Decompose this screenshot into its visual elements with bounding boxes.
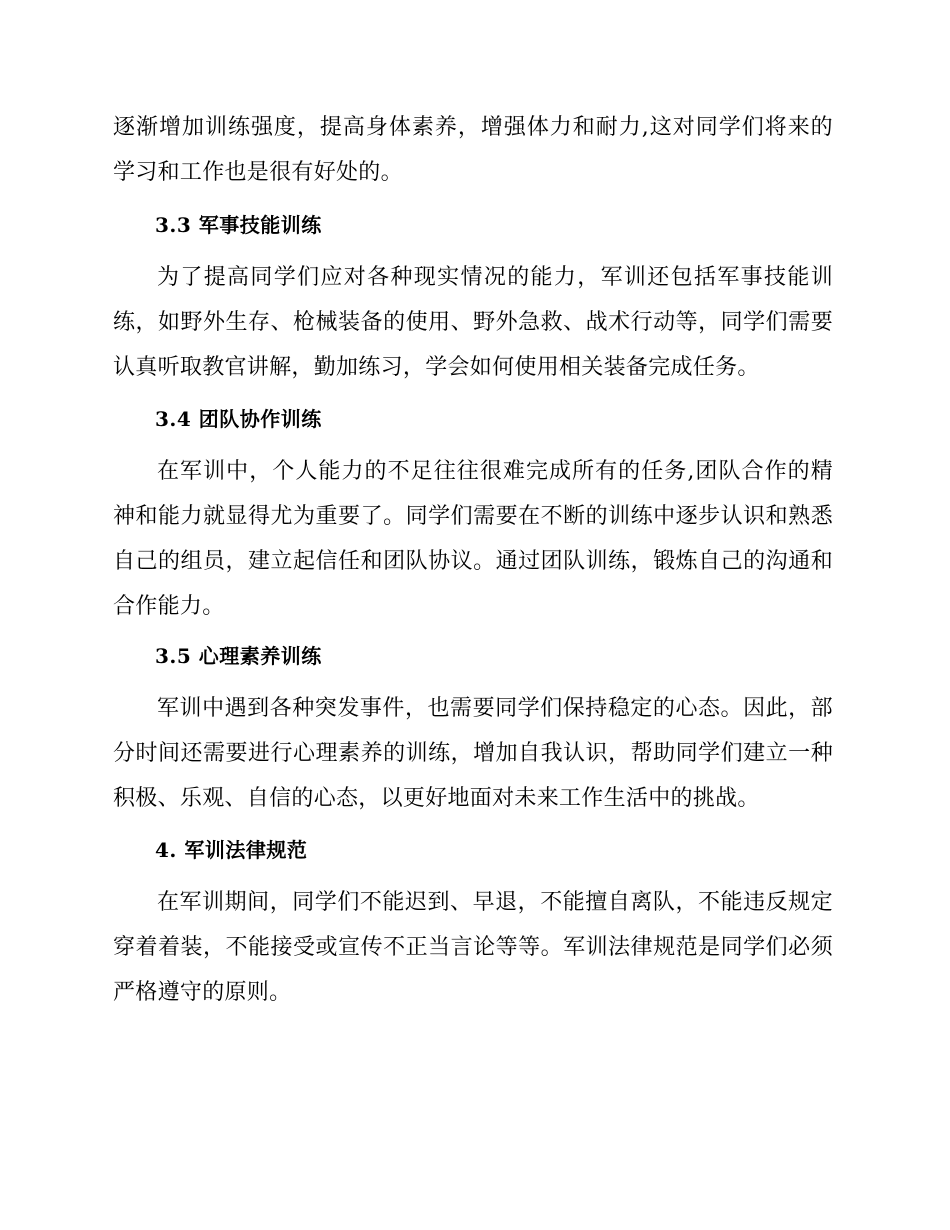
section-3-4-heading: 3.4 团队协作训练 [155, 407, 322, 431]
section-4-heading: 4. 军训法律规范 [155, 838, 308, 862]
section-3-3-paragraph: 为了提高同学们应对各种现实情况的能力，军训还包括军事技能训练，如野外生存、枪械装备的使用、野外急救、战术行动等，同学们需要认真听取教官讲解，勤加练习，学会如何使用相关装备完成任务。 [113, 265, 833, 380]
intro-continuation-paragraph: 逐渐增加训练强度，提高身体素养，增强体力和耐力,这对同学们将来的学习和工作也是很有好处的。 [113, 115, 833, 185]
section-4-paragraph: 在军训期间，同学们不能迟到、早退，不能擅自离队，不能违反规定穿着着装，不能接受或宣传不正当言论等等。军训法律规范是同学们必须严格遵守的原则。 [113, 890, 833, 1005]
section-3-5-heading: 3.5 心理素养训练 [155, 644, 322, 668]
section-3-3-heading: 3.3 军事技能训练 [155, 213, 322, 237]
section-3-5-paragraph: 军训中遇到各种突发事件，也需要同学们保持稳定的心态。因此，部分时间还需要进行心理素养的训练，增加自我认识，帮助同学们建立一种积极、乐观、自信的心态，以更好地面对未来工作生活中的挑战。 [113, 696, 833, 811]
section-3-4-paragraph: 在军训中，个人能力的不足往往很难完成所有的任务,团队合作的精神和能力就显得尤为重要了。同学们需要在不断的训练中逐步认识和熟悉自己的组员，建立起信任和团队协议。通过团队训练，锻炼自己的沟通和合作能力。 [113, 459, 833, 619]
